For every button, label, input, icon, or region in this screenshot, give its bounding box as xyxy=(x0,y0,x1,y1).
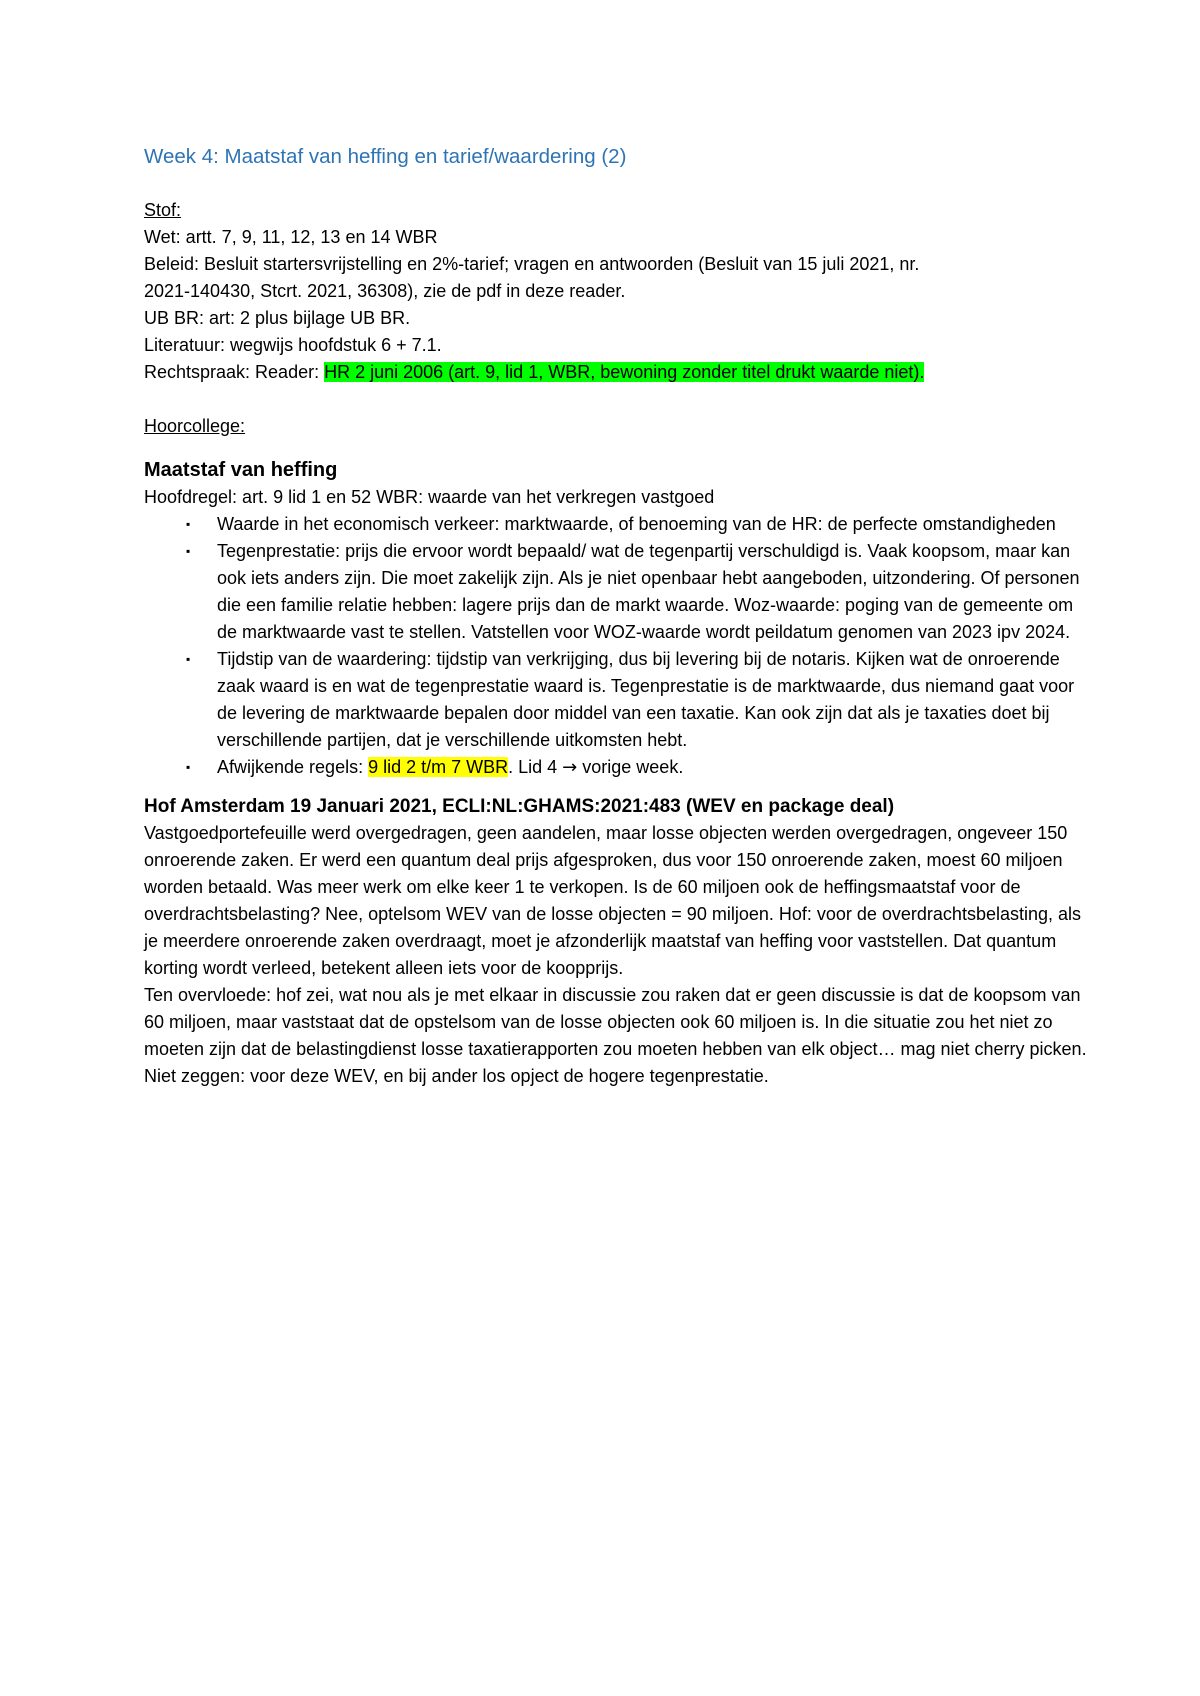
bullet-icon: ▪ xyxy=(186,517,191,531)
list-item xyxy=(144,511,1090,538)
maatstaf-bullet-list xyxy=(144,511,1090,781)
page-title: Week 4: Maatstaf van heffing en tarief/waardering (2) xyxy=(144,145,627,168)
hoofdregel-text: Hoofdregel: art. 9 lid 1 en 52 WBR: waarde van het verkregen vastgoed xyxy=(144,487,715,507)
bullet-text: Waarde in het economisch verkeer: marktwaarde, of benoeming van de HR: de perfecte omstandigheden xyxy=(217,514,1056,534)
stof-beleid-line1: Beleid: Besluit startersvrijstelling en 2%-tarief; vragen en antwoorden (Besluit van 15 juli 2021, nr. xyxy=(144,254,920,274)
list-item xyxy=(144,538,1090,646)
hof-paragraph-1: Vastgoedportefeuille werd overgedragen, geen aandelen, maar losse objecten werden overgedragen, ongeveer 150 onroerende zaken. Er werd een quantum deal prijs afgesproken, dus voor 150 onroerende zaken, moest 60 miljoen worden betaald. Was meer werk om elke keer 1 te verkopen. Is de 60 miljoen ook de heffingsmaatstaf voor de overdrachtsbelasting? Nee, optelsom WEV van de losse objecten = 90 miljoen. Hof: voor de overdrachtsbelasting, als je meerdere onroerende zaken overdraagt, moet je afzonderlijk maatstaf van heffing voor vaststellen. Dat quantum korting wordt verleed, betekent alleen iets voor de koopprijs. xyxy=(144,823,1082,978)
afwijkende-suffix: vorige week. xyxy=(577,757,684,777)
maatstaf-heading: Maatstaf van heffing xyxy=(144,459,338,481)
bullet-icon: ▪ xyxy=(186,760,191,774)
maatstaf-section xyxy=(144,456,1090,781)
arrow-right-icon: → xyxy=(562,757,578,778)
afwijkende-prefix: Afwijkende regels: xyxy=(217,757,369,777)
stof-heading: Stof: xyxy=(144,200,182,220)
spacer xyxy=(144,386,1090,413)
rechtspraak-prefix: Rechtspraak: Reader: xyxy=(144,362,325,382)
stof-rechtspraak xyxy=(144,359,1090,386)
stof-ubbr: UB BR: art: 2 plus bijlage UB BR. xyxy=(144,308,411,328)
stof-literatuur: Literatuur: wegwijs hoofdstuk 6 + 7.1. xyxy=(144,335,442,355)
rechtspraak-highlight: HR 2 juni 2006 (art. 9, lid 1, WBR, bewoning zonder titel drukt waarde niet). xyxy=(324,362,925,382)
afwijkende-highlight: 9 lid 2 t/m 7 WBR xyxy=(368,757,509,777)
hof-section xyxy=(144,793,1090,1090)
bullet-text: Tijdstip van de waardering: tijdstip van verkrijging, dus bij levering bij de notaris. Kijken wat de onroerende zaak waard is en wat de tegenprestatie waard is. Tegenprestatie is de marktwaarde, dus niemand gaat voor de levering de marktwaarde bepalen door middel van een taxatie. Kan ook zijn dat als je taxaties doet bij verschillende partijen, dat je verschillende uitkomsten hebt. xyxy=(217,649,1075,750)
list-item xyxy=(144,754,1090,781)
bullet-text: Tegenprestatie: prijs die ervoor wordt bepaald/ wat de tegenpartij verschuldigd is. Vaak koopsom, maar kan ook iets anders zijn. Die moet zakelijk zijn. Als je niet openbaar hebt aangeboden, uitzondering. Of personen die een familie relatie hebben: lagere prijs dan de markt waarde. Woz-waarde: poging van de gemeente om de marktwaarde vast te stellen. Vatstellen voor WOZ-waarde wordt peildatum genomen van 2023 ipv 2024. xyxy=(217,541,1080,642)
hoorcollege-heading: Hoorcollege: xyxy=(144,416,246,436)
hof-paragraph-2: Ten overvloede: hof zei, wat nou als je met elkaar in discussie zou raken dat er geen discussie is dat de koopsom van 60 miljoen, maar vaststaat dat de opstelsom van de losse objecten ook 60 miljoen is. In die situatie zou het niet zo moeten zijn dat de belastingdienst losse taxatierapporten zou moeten hebben van elk object… mag niet cherry picken. Niet zeggen: voor deze WEV, en bij ander los opject de hogere tegenprestatie. xyxy=(144,985,1087,1086)
bullet-icon: ▪ xyxy=(186,652,191,666)
stof-wet: Wet: artt. 7, 9, 11, 12, 13 en 14 WBR xyxy=(144,227,438,247)
afwijkende-middle: . Lid 4 xyxy=(508,757,563,777)
bullet-icon: ▪ xyxy=(186,544,191,558)
stof-section xyxy=(144,197,1090,386)
list-item xyxy=(144,646,1090,754)
hof-heading: Hof Amsterdam 19 Januari 2021, ECLI:NL:GHAMS:2021:483 (WEV en package deal) xyxy=(144,796,895,817)
stof-beleid-line2: 2021-140430, Stcrt. 2021, 36308), zie de pdf in deze reader. xyxy=(144,281,626,301)
